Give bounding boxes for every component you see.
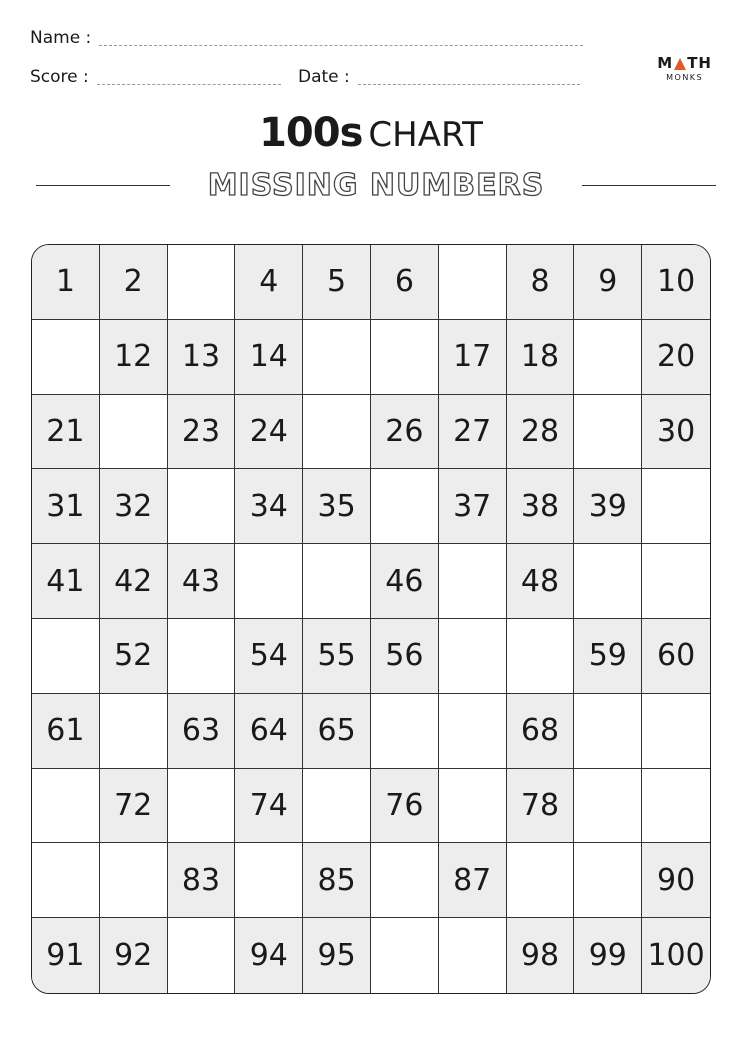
date-field-row xyxy=(298,67,580,87)
logo-monks-text: MONKS xyxy=(666,73,704,82)
grid-cell-number: 68 xyxy=(507,694,575,769)
grid-cell-number: 1 xyxy=(32,245,100,320)
grid-cell-blank[interactable] xyxy=(168,918,236,993)
grid-cell-number: 24 xyxy=(235,395,303,470)
grid-cell-number: 55 xyxy=(303,619,371,694)
grid-cell-number: 5 xyxy=(303,245,371,320)
grid-cell-blank[interactable] xyxy=(642,469,710,544)
page-title xyxy=(0,110,742,156)
grid-cell-blank[interactable] xyxy=(100,694,168,769)
logo-letter-m: M xyxy=(657,54,674,72)
grid-cell-number: 39 xyxy=(574,469,642,544)
logo-letters-th: TH xyxy=(687,54,712,72)
grid-cell-number: 41 xyxy=(32,544,100,619)
grid-cell-blank[interactable] xyxy=(303,769,371,844)
grid-cell-number: 23 xyxy=(168,395,236,470)
grid-cell-number: 28 xyxy=(507,395,575,470)
grid-cell-number: 61 xyxy=(32,694,100,769)
grid-cell-number: 65 xyxy=(303,694,371,769)
date-label: Date : xyxy=(298,67,350,87)
grid-cell-number: 38 xyxy=(507,469,575,544)
grid-cell-number: 91 xyxy=(32,918,100,993)
grid-cell-blank[interactable] xyxy=(439,544,507,619)
grid-cell-number: 2 xyxy=(100,245,168,320)
grid-cell-blank[interactable] xyxy=(439,619,507,694)
grid-cell-number: 4 xyxy=(235,245,303,320)
name-field-row xyxy=(30,28,583,48)
grid-cell-blank[interactable] xyxy=(574,694,642,769)
grid-cell-number: 17 xyxy=(439,320,507,395)
grid-cell-blank[interactable] xyxy=(371,320,439,395)
grid-cell-blank[interactable] xyxy=(574,320,642,395)
grid-cell-blank[interactable] xyxy=(371,843,439,918)
grid-cell-number: 78 xyxy=(507,769,575,844)
subtitle: MISSING NUMBERS xyxy=(207,168,545,203)
grid-cell-blank[interactable] xyxy=(168,619,236,694)
grid-cell-number: 90 xyxy=(642,843,710,918)
grid-cell-blank[interactable] xyxy=(235,544,303,619)
grid-cell-blank[interactable] xyxy=(303,395,371,470)
grid-cell-blank[interactable] xyxy=(168,769,236,844)
grid-cell-number: 94 xyxy=(235,918,303,993)
score-label: Score : xyxy=(30,67,89,87)
grid-cell-blank[interactable] xyxy=(32,769,100,844)
name-label: Name : xyxy=(30,28,92,48)
grid-cell-blank[interactable] xyxy=(574,843,642,918)
grid-cell-number: 92 xyxy=(100,918,168,993)
grid-cell-number: 12 xyxy=(100,320,168,395)
grid-cell-blank[interactable] xyxy=(371,694,439,769)
grid-cell-number: 48 xyxy=(507,544,575,619)
grid-cell-number: 35 xyxy=(303,469,371,544)
score-field-row xyxy=(30,67,281,87)
grid-cell-number: 8 xyxy=(507,245,575,320)
grid-cell-number: 18 xyxy=(507,320,575,395)
grid-cell-number: 76 xyxy=(371,769,439,844)
grid-cell-blank[interactable] xyxy=(439,694,507,769)
grid-cell-number: 6 xyxy=(371,245,439,320)
grid-cell-number: 83 xyxy=(168,843,236,918)
grid-cell-blank[interactable] xyxy=(574,395,642,470)
date-blank-line[interactable] xyxy=(358,83,580,85)
grid-cell-blank[interactable] xyxy=(642,544,710,619)
grid-cell-number: 59 xyxy=(574,619,642,694)
grid-cell-number: 13 xyxy=(168,320,236,395)
grid-cell-number: 30 xyxy=(642,395,710,470)
grid-cell-number: 85 xyxy=(303,843,371,918)
grid-cell-blank[interactable] xyxy=(642,769,710,844)
title-light-text: CHART xyxy=(368,115,483,155)
grid-cell-number: 10 xyxy=(642,245,710,320)
grid-cell-blank[interactable] xyxy=(32,320,100,395)
grid-cell-blank[interactable] xyxy=(371,469,439,544)
grid-cell-number: 74 xyxy=(235,769,303,844)
grid-cell-blank[interactable] xyxy=(574,544,642,619)
grid-cell-number: 42 xyxy=(100,544,168,619)
grid-cell-blank[interactable] xyxy=(439,918,507,993)
grid-cell-number: 26 xyxy=(371,395,439,470)
score-blank-line[interactable] xyxy=(97,83,281,85)
grid-cell-number: 95 xyxy=(303,918,371,993)
grid-cell-blank[interactable] xyxy=(100,395,168,470)
grid-cell-number: 63 xyxy=(168,694,236,769)
grid-cell-number: 20 xyxy=(642,320,710,395)
grid-cell-number: 9 xyxy=(574,245,642,320)
grid-cell-blank[interactable] xyxy=(168,245,236,320)
grid-cell-number: 100 xyxy=(642,918,710,993)
grid-cell-blank[interactable] xyxy=(303,320,371,395)
name-blank-line[interactable] xyxy=(99,44,583,46)
grid-cell-number: 56 xyxy=(371,619,439,694)
grid-cell-blank[interactable] xyxy=(303,544,371,619)
grid-cell-blank[interactable] xyxy=(100,843,168,918)
grid-cell-blank[interactable] xyxy=(32,843,100,918)
title-bold-text: 100s xyxy=(259,110,363,156)
left-divider xyxy=(36,185,170,187)
grid-cell-blank[interactable] xyxy=(32,619,100,694)
grid-cell-number: 60 xyxy=(642,619,710,694)
grid-cell-blank[interactable] xyxy=(439,769,507,844)
grid-cell-number: 21 xyxy=(32,395,100,470)
grid-cell-blank[interactable] xyxy=(642,694,710,769)
grid-cell-blank[interactable] xyxy=(507,843,575,918)
grid-cell-number: 72 xyxy=(100,769,168,844)
grid-cell-number: 52 xyxy=(100,619,168,694)
grid-cell-number: 43 xyxy=(168,544,236,619)
grid-cell-number: 27 xyxy=(439,395,507,470)
grid-cell-blank[interactable] xyxy=(574,769,642,844)
grid-cell-number: 32 xyxy=(100,469,168,544)
grid-cell-number: 98 xyxy=(507,918,575,993)
grid-cell-number: 46 xyxy=(371,544,439,619)
grid-cell-blank[interactable] xyxy=(371,918,439,993)
grid-cell-number: 37 xyxy=(439,469,507,544)
subtitle-row xyxy=(36,168,716,203)
grid-cell-blank[interactable] xyxy=(168,469,236,544)
grid-cell-number: 64 xyxy=(235,694,303,769)
hundreds-chart-grid xyxy=(31,244,711,994)
math-monks-logo xyxy=(657,54,712,82)
right-divider xyxy=(582,185,716,187)
grid-cell-blank[interactable] xyxy=(507,619,575,694)
grid-cell-blank[interactable] xyxy=(235,843,303,918)
grid-cell-number: 34 xyxy=(235,469,303,544)
logo-triangle-icon xyxy=(674,58,686,70)
grid-cell-blank[interactable] xyxy=(439,245,507,320)
grid-cell-number: 99 xyxy=(574,918,642,993)
grid-cell-number: 54 xyxy=(235,619,303,694)
grid-cell-number: 87 xyxy=(439,843,507,918)
grid-cell-number: 14 xyxy=(235,320,303,395)
grid-cell-number: 31 xyxy=(32,469,100,544)
